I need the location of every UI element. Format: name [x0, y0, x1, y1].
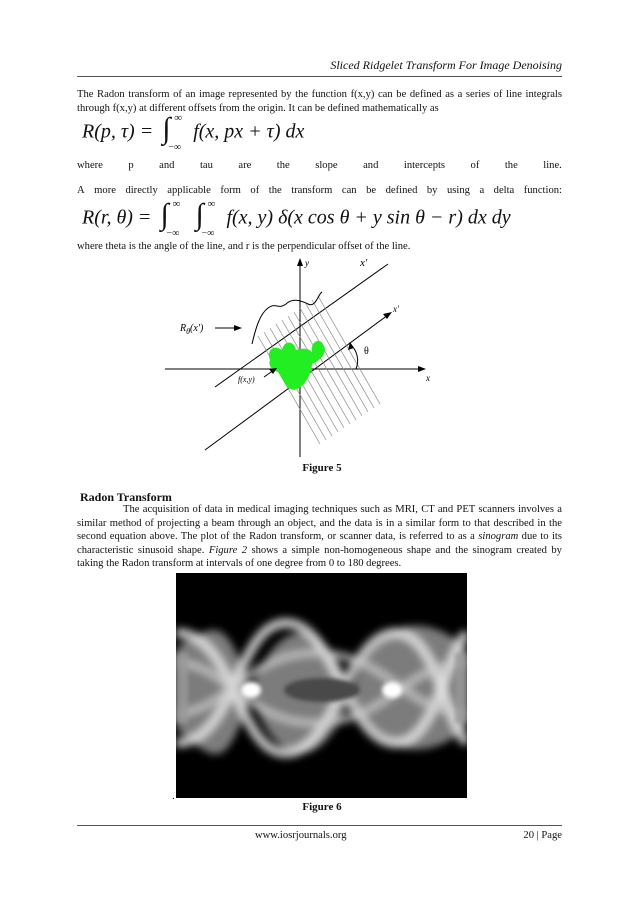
footer-url: www.iosrjournals.org	[255, 830, 347, 841]
running-header: Sliced Ridgelet Transform For Image Denoising	[330, 58, 562, 72]
where-line-word: the	[504, 160, 518, 171]
para4-text-c: shows a simple non-homogeneous shape and the sinogram created by taking the Radon transform at intervals of one degree from 0 to 180 degrees.	[77, 544, 562, 569]
eq2-lower-limit-1: −∞	[166, 228, 180, 239]
para4-text-b: due to its characteristic sinusoid shape.	[77, 531, 562, 556]
sinogram-left-edge	[176, 653, 188, 723]
equation-radon-slope	[82, 112, 305, 153]
eq1-lower-limit: −∞	[168, 142, 181, 153]
sinogram-right-edge	[455, 653, 467, 723]
eq2-lhs: R(r, θ) =	[82, 206, 152, 229]
para2-word: form	[220, 185, 241, 196]
x-axis-arrow-icon	[418, 366, 426, 372]
equation-radon-delta	[82, 198, 511, 239]
where-line-word: slope	[315, 160, 338, 171]
para2-word: defined	[385, 185, 418, 196]
footer-rule	[77, 825, 562, 826]
label-r-theta	[179, 323, 204, 336]
para2-word: delta	[493, 185, 515, 196]
header-rule	[77, 76, 562, 77]
figure6-caption: Figure 6	[302, 801, 342, 813]
label-xprime-right: x′	[393, 304, 399, 314]
where-line-word: and	[363, 160, 379, 171]
where-line-word: and	[159, 160, 175, 171]
para2-word: applicable	[167, 185, 211, 196]
para2-word: using	[446, 185, 470, 196]
figure6-dot: .	[172, 790, 175, 802]
figure5-caption: Figure 5	[302, 462, 342, 474]
r-theta-pointer-arrow-icon	[234, 325, 242, 331]
label-y: y	[305, 258, 309, 268]
eq2-integral-2	[191, 198, 221, 239]
eq1-upper-limit: ∞	[174, 112, 183, 124]
figure6-sinogram-image	[176, 573, 467, 798]
para2-word: be	[366, 185, 377, 196]
para2-word: a	[479, 185, 485, 196]
para2-word: more	[94, 185, 116, 196]
paragraph-intro: The Radon transform of an image represented by the function f(x,y) can be defined as a series of line integrals through f(x,y) at different offsets from the origin. It can be defined mathematically as	[77, 89, 562, 114]
para2-word: by	[426, 185, 438, 196]
para2-word: directly	[125, 185, 158, 196]
label-r: R	[180, 323, 187, 334]
paragraph-delta-intro	[77, 185, 562, 196]
eq2-upper-limit-1: ∞	[172, 198, 181, 210]
where-line-word: intercepts	[403, 160, 446, 171]
where-line-word: are	[238, 160, 252, 171]
where-line-word: of	[470, 160, 480, 171]
para2-word: A	[77, 185, 85, 196]
integral-sign-icon: ∫	[162, 112, 171, 145]
section-heading: Radon Transform	[80, 490, 172, 504]
eq1-integral	[158, 112, 188, 153]
label-fxy: f(x,y)	[238, 375, 255, 384]
y-axis-arrow-icon	[297, 258, 303, 266]
where-line-word: p	[128, 160, 134, 171]
label-x: x	[426, 373, 430, 383]
para2-word: can	[341, 185, 357, 196]
eq1-lhs: R(p, τ) =	[82, 120, 154, 143]
where-line-word: the	[276, 160, 290, 171]
eq2-upper-limit-2: ∞	[207, 198, 216, 210]
eq2-lower-limit-2: −∞	[201, 228, 215, 239]
footer-page-number: 20 | Page	[523, 830, 562, 841]
eq1-rhs: f(x, px + τ) dx	[193, 120, 305, 143]
where-line-word: tau	[199, 160, 213, 171]
eq2-integral-1	[156, 198, 186, 239]
label-r-argument: (x′)	[190, 323, 204, 334]
label-r-subscript: θ	[186, 327, 191, 336]
figure5-diagram	[160, 252, 460, 462]
eq2-rhs: f(x, y) δ(x cos θ + y sin θ − r) dx dy	[226, 206, 511, 229]
sinogram-dark-core	[284, 678, 360, 702]
para4-text-a: The acquisition of data in medical imaging techniques such as MRI, CT and PET scanners involves a similar method of projecting a beam through an object, and the data is in a similar form to that described in the second equation above. The plot of the Radon transform, or scanner data, is referred to as a	[77, 504, 562, 542]
where-line-word: where	[77, 160, 103, 171]
para2-word: of	[250, 185, 260, 196]
theta-arc-arrow-icon	[348, 342, 354, 350]
label-theta: θ	[364, 346, 369, 357]
para4-figure-reference: Figure 2	[208, 544, 248, 556]
label-xprime-top: x′	[360, 257, 368, 269]
para4-sinogram-term: sinogram	[478, 531, 519, 542]
integral-sign-icon: ∫	[160, 198, 169, 231]
where-line-word: line.	[543, 160, 562, 171]
integral-sign-icon: ∫	[195, 198, 204, 231]
para2-word: function:	[523, 185, 562, 196]
para2-word: the	[268, 185, 282, 196]
paragraph-theta-definition: where theta is the angle of the line, and r is the perpendicular offset of the line.	[77, 241, 411, 252]
paragraph-radon-transform	[77, 503, 562, 571]
para2-word: transform	[291, 185, 333, 196]
where-line	[77, 160, 562, 171]
